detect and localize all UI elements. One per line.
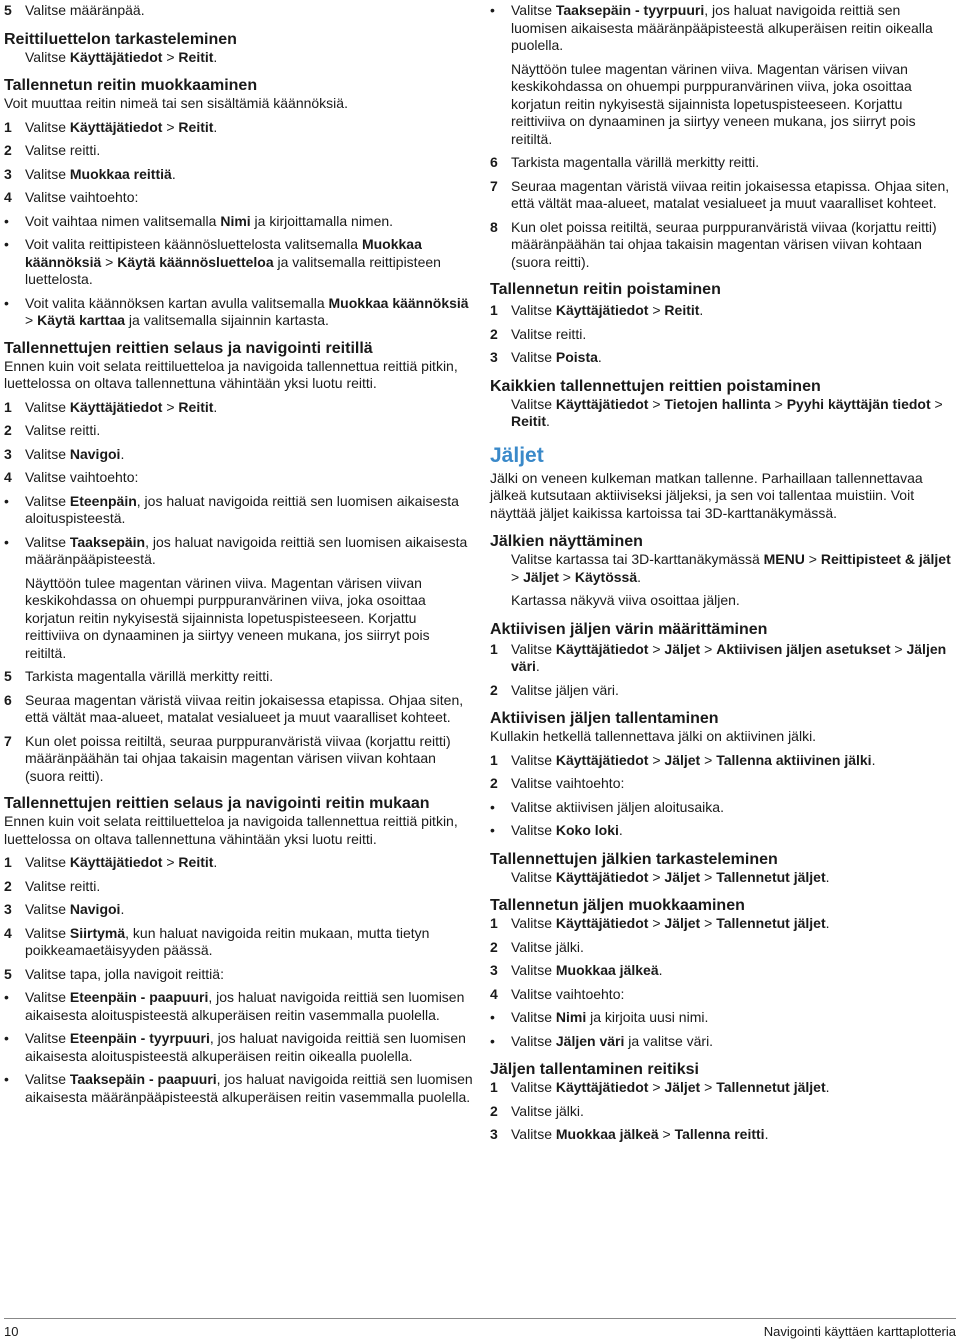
text-run: Valitse [25, 165, 70, 182]
text-run: Ennen kuin voit selata reittiluetteloa ja navigoida tallennettua reittiä pitkin, luettelossa on oltava tallennettuna vähintään yksi luotu reitti. [4, 813, 458, 847]
footer-divider [4, 1318, 956, 1319]
numbered-step [490, 1103, 956, 1121]
text-run: > [162, 118, 179, 135]
text-run: Valitse [25, 48, 70, 65]
text-run: , jos haluat navigoida reittiä sen luomisen aikaisesta määränpääpisteestä alkuperäisen reitin oikealla puolella. [511, 2, 933, 53]
bold-text: Muokkaa jälkeä [555, 962, 659, 978]
step-number: 5 [4, 965, 12, 982]
bold-text: Navigoi [69, 445, 121, 462]
text-run: ja valitsemalla sijainnin kartasta. [125, 312, 329, 328]
numbered-step [4, 733, 474, 786]
text-run: Voit valita reittipisteen käännösluettelosta valitsemalla [25, 236, 362, 252]
text-run: . [597, 349, 602, 365]
numbered-step [4, 119, 474, 137]
step-number: 4 [4, 924, 12, 941]
text-run: Kun olet poissa reitiltä, seuraa purppuranväristä viivaa (korjattu reitti) määränpäähän tai ohjaa takaisin magentan värisen viivan kohtaan (suora reitti). [511, 218, 937, 270]
text-run: . [637, 568, 642, 585]
text-run: Kartassa näkyvä viiva osoittaa jäljen. [511, 592, 740, 608]
text-run: Valitse [511, 1009, 556, 1025]
text-run: Seuraa magentan väristä viivaa reitin jokaisessa etapissa. Ohjaa siten, että vältät maa-alueet, matalat vesialueet ja muut vaaralliset kohteet. [511, 177, 950, 211]
section-heading: Jälkien näyttäminen [490, 533, 643, 550]
text-run: Valitse [511, 1126, 556, 1142]
text-run: ja valitse väri. [624, 1032, 714, 1049]
section-heading: Kaikkien tallennettujen reittien poistaminen [490, 377, 821, 395]
step-number: 1 [490, 640, 498, 657]
paragraph [4, 358, 474, 393]
bullet-item [4, 295, 474, 330]
text-run: Valitse [511, 868, 556, 885]
bold-text: Käytössä [574, 568, 638, 585]
text-run: Valitse [511, 640, 556, 657]
text-run: Valitse [25, 492, 70, 509]
text-run: . [535, 658, 540, 674]
numbered-step [490, 641, 956, 676]
numbered-step [4, 878, 474, 896]
text-run: > [700, 915, 717, 931]
bold-text: Käytä karttaa [37, 312, 126, 328]
step-number: 6 [4, 691, 12, 708]
paragraph [490, 61, 956, 149]
bold-text: Taaksepäin - tyyrpuuri [555, 2, 705, 18]
step-number: 1 [4, 854, 12, 870]
paragraph [490, 592, 956, 610]
text-run: > [648, 302, 665, 318]
section-heading: Jäljen tallentaminen reitiksi [490, 1061, 699, 1078]
text-run: Voit vaihtaa nimen valitsemalla [25, 212, 221, 229]
numbered-step [4, 166, 474, 184]
bold-text: Poista [555, 349, 598, 365]
text-run: , jos haluat navigoida reittiä sen luomisen aikaisesta määränpääpisteestä. [25, 533, 468, 567]
bold-text: Jäljen väri [555, 1032, 625, 1049]
step-number: 3 [490, 1126, 498, 1142]
section-heading: Tallennetun jäljen muokkaaminen [490, 897, 745, 914]
numbered-step [4, 142, 474, 160]
bold-text: Käyttäjätiedot [555, 640, 649, 657]
text-run: . [213, 48, 218, 65]
bold-text: Aktiivisen jäljen asetukset [716, 640, 891, 657]
paragraph [4, 95, 474, 113]
text-run: ja valitsemalla reittipisteen luettelosta. [25, 253, 441, 287]
bold-text: Eteenpäin - paapuuri [69, 989, 209, 1005]
text-run: Valitse [25, 533, 70, 550]
text-run: Ennen kuin voit selata reittiluetteloa ja navigoida tallennettua reittiä pitkin, luettelossa on oltava tallennettuna vähintään yksi luotu reitti. [4, 357, 458, 391]
paragraph [4, 575, 474, 663]
numbered-step [490, 326, 956, 344]
step-number: 1 [490, 915, 498, 931]
text-run: > [700, 868, 717, 885]
numbered-step [490, 962, 956, 980]
text-run: > [658, 1126, 675, 1142]
step-number: 2 [490, 325, 498, 342]
bold-text: Nimi [555, 1009, 587, 1025]
text-run: > [162, 398, 179, 415]
bold-text: Käyttäjätiedot [69, 118, 163, 135]
numbered-step [490, 939, 956, 957]
numbered-step [490, 775, 956, 793]
bold-text: Tallenna reitti [674, 1126, 765, 1142]
text-run: > [700, 751, 717, 768]
paragraph [490, 470, 956, 523]
text-run: Valitse [25, 901, 70, 917]
step-number: 1 [490, 751, 498, 768]
numbered-step [4, 469, 474, 487]
text-run: Seuraa magentan väristä viivaa reitin jokaisessa etapissa. Ohjaa siten, että vältät maa-alueet, matalat vesialueet ja muut vaaralliset kohteet. [25, 691, 464, 725]
text-run: . [871, 751, 876, 768]
text-run: . [213, 118, 218, 135]
text-run: , jos haluat navigoida reittiä sen luomisen aikaisesta määränpääpisteestä alkuperäisen reitin vasemmalla puolella. [25, 1071, 473, 1105]
text-run: Valitse [511, 302, 556, 318]
text-run: . [825, 915, 830, 931]
step-number: 2 [490, 938, 498, 955]
step-number: 2 [490, 1102, 498, 1119]
section-heading: Tallennettujen reittien selaus ja navigointi reitillä [4, 339, 373, 357]
page-number: 10 [4, 1324, 19, 1339]
text-run: , jos haluat navigoida reittiä sen luomisen aikaisesta aloituspisteestä alkuperäisen reitin vasemmalla puolella. [25, 989, 465, 1023]
step-number: 3 [4, 901, 12, 917]
bold-text: Muokkaa jälkeä [555, 1126, 659, 1142]
step-number: 1 [4, 398, 12, 415]
bold-text: Reitit [664, 302, 700, 318]
text-run: Valitse [25, 118, 70, 135]
bold-text: Navigoi [69, 901, 121, 917]
text-run: Valitse [511, 395, 556, 412]
text-run: Valitse tapa, jolla navigoit reittiä: [25, 965, 224, 982]
text-run: Valitse [25, 398, 70, 415]
bold-text: Käyttäjätiedot [555, 395, 649, 412]
section-heading: Tallennetun reitin muokkaaminen [4, 77, 258, 94]
bold-text: Taaksepäin [69, 533, 146, 550]
bold-text: Muokkaa käännöksiä [328, 294, 469, 311]
footer-section-title: Navigointi käyttäen karttaplotteria [763, 1324, 956, 1339]
step-number: 2 [490, 775, 498, 791]
text-run: Jälki on veneen kulkeman matkan tallenne. Parhaillaan tallennettavaa jälkeä kutsutaan aktiiviseksi jäljeksi, ja sen voi tallentaa muistiin. Voit näyttää jäljet kaikissa kartoissa tai 3D-karttanäkymässä. [490, 469, 923, 521]
step-number: 3 [490, 962, 498, 978]
step-number: 1 [490, 1079, 498, 1095]
section-heading: Tallennettujen jälkien tarkasteleminen [490, 850, 778, 868]
bold-text: Käytä käännösluetteloa [117, 253, 274, 270]
bullet-item [490, 822, 956, 840]
bold-text: Reitit [511, 413, 546, 429]
text-run: . [825, 868, 830, 885]
text-run: Näyttöön tulee magentan värinen viiva. Magentan värisen viivan keskikohdassa on ohuempi purppuranvärinen viiva, joka osoittaa korjatun reitin nykyisestä sijainnista lopetuspisteeseen. Korjattu reittiviiva on dynaaminen ja siirtyy veneen mukana, jos siirryt pois reitiltä. [25, 574, 430, 661]
step-number: 3 [490, 349, 498, 365]
bold-text: Tallennetut jäljet [716, 868, 826, 885]
text-run: Valitse kartassa tai 3D-karttanäkymässä [511, 551, 764, 567]
step-number: 1 [490, 302, 498, 318]
text-run: Valitse [25, 1030, 70, 1046]
bold-text: Käyttäjätiedot [69, 398, 163, 415]
bold-text: Siirtymä [69, 924, 126, 941]
bold-text: Tallenna aktiivinen jälki [716, 751, 872, 768]
numbered-step [4, 854, 474, 872]
text-run: Valitse jäljen väri. [511, 681, 619, 698]
bold-text: Tallennetut jäljet [716, 1079, 826, 1095]
text-run: > [648, 1079, 665, 1095]
step-number: 5 [4, 2, 12, 18]
section-heading: Reittiluettelon tarkasteleminen [4, 30, 237, 48]
text-run: . [825, 1079, 830, 1095]
text-run: > [162, 854, 179, 870]
bold-text: Reitit [178, 118, 214, 135]
text-run: Valitse reitti. [25, 422, 101, 438]
text-run: Valitse aktiivisen jäljen aloitusaika. [511, 798, 724, 815]
bold-text: MENU [763, 551, 805, 567]
step-number: 2 [4, 422, 12, 438]
step-number: 7 [4, 732, 12, 749]
text-run: > [511, 568, 524, 585]
text-run: Valitse [511, 2, 556, 18]
bold-text: Muokkaa käännöksiä [25, 236, 422, 270]
text-run: Tarkista magentalla värillä merkitty reitti. [511, 154, 760, 170]
section-heading: Tallennettujen reittien selaus ja navigointi reitin mukaan [4, 795, 430, 812]
chapter-heading: Jäljet [490, 443, 544, 467]
text-run: Valitse reitti. [511, 325, 587, 342]
text-run: Valitse [511, 962, 556, 978]
section-heading: Tallennetun reitin poistaminen [490, 281, 721, 298]
text-run: Kun olet poissa reitiltä, seuraa purppuranväristä viivaa (korjattu reitti) määränpäähän tai ohjaa takaisin magentan värisen viivan kohtaan (suora reitti). [25, 732, 451, 784]
bold-text: Tietojen hallinta [664, 395, 771, 412]
step-number: 6 [490, 154, 498, 170]
text-run: > [804, 551, 821, 567]
numbered-step [4, 2, 474, 20]
paragraph [4, 49, 474, 67]
step-number: 3 [4, 165, 12, 182]
text-run: . [171, 165, 176, 182]
text-run: Näyttöön tulee magentan värinen viiva. Magentan värisen viivan keskikohdassa on ohuempi purppuranvärinen viiva, joka osoittaa korjatun reitin nykyisestä sijainnista lopetuspisteeseen. Korjattu reittiviiva on dynaaminen ja siirtyy veneen mukana, jos siirryt pois reitiltä. [511, 60, 916, 147]
step-number: 7 [490, 177, 498, 194]
right-column [490, 2, 956, 1144]
paragraph [490, 728, 956, 746]
bold-text: Käyttäjätiedot [69, 48, 163, 65]
numbered-step [4, 901, 474, 919]
bold-text: Jäljet [664, 751, 701, 768]
step-number: 2 [4, 877, 12, 894]
section-heading: Aktiivisen jäljen tallentaminen [490, 710, 719, 727]
bold-text: Jäljet [664, 640, 701, 657]
text-run: > [648, 640, 665, 657]
text-run: > [700, 640, 717, 657]
bold-text: Käyttäjätiedot [555, 302, 649, 318]
text-run: > [648, 868, 665, 885]
text-run: Tarkista magentalla värillä merkitty reitti. [25, 668, 274, 684]
text-run: Valitse [511, 822, 556, 838]
bold-text: Reitit [178, 854, 214, 870]
text-run: > [700, 1079, 717, 1095]
text-run: ja kirjoittamalla nimen. [250, 212, 394, 229]
numbered-step [490, 302, 956, 320]
text-run: Valitse vaihtoehto: [511, 775, 625, 791]
bullet-item [490, 1033, 956, 1051]
text-run: Valitse [25, 445, 70, 462]
numbered-step [4, 925, 474, 960]
bold-text: Jäljen väri [511, 640, 947, 674]
text-run: > [25, 312, 38, 328]
bold-text: Pyyhi käyttäjän tiedot [786, 395, 931, 412]
bold-text: Reitit [178, 48, 214, 65]
numbered-step [490, 915, 956, 933]
numbered-step [490, 682, 956, 700]
paragraph [490, 396, 956, 431]
bold-text: Tallennetut jäljet [716, 915, 826, 931]
numbered-step [4, 189, 474, 207]
text-run: . [546, 413, 550, 429]
text-run: Kullakin hetkellä tallennettava jälki on aktiivinen jälki. [490, 728, 817, 744]
numbered-step [4, 692, 474, 727]
bold-text: Koko loki [555, 822, 619, 838]
numbered-step [490, 1079, 956, 1097]
bullet-item [490, 1009, 956, 1027]
text-run: . [120, 445, 125, 462]
text-run: Valitse [511, 751, 556, 768]
text-run: . [764, 1126, 769, 1142]
bold-text: Käyttäjätiedot [69, 854, 163, 870]
bullet-item [4, 1030, 474, 1065]
bold-text: Reittipisteet & jäljet [820, 551, 951, 567]
bold-text: Muokkaa reittiä [69, 165, 172, 182]
step-number: 3 [4, 445, 12, 462]
text-run: > [648, 751, 665, 768]
text-run: Valitse reitti. [25, 142, 101, 158]
text-run: Valitse [25, 1071, 70, 1087]
bold-text: Taaksepäin - paapuuri [69, 1071, 217, 1087]
step-number: 4 [4, 189, 12, 205]
text-run: Valitse vaihtoehto: [511, 985, 625, 1002]
text-run: . [120, 901, 125, 917]
bold-text: Käyttäjätiedot [555, 868, 649, 885]
step-number: 4 [4, 469, 12, 485]
bullet-item [4, 1071, 474, 1106]
text-run: , jos haluat navigoida reittiä sen luomisen aikaisesta aloituspisteestä alkuperäisen reitin oikealla puolella. [25, 1030, 466, 1064]
bullet-item [4, 493, 474, 528]
bullet-item [4, 236, 474, 289]
bold-text: Jäljet [664, 915, 701, 931]
bold-text: Jäljet [664, 868, 701, 885]
text-run: > [770, 395, 787, 412]
text-run: , kun haluat navigoida reitin mukaan, mutta tietyn poikkeamaetäisyyden päässä. [25, 924, 430, 958]
numbered-step [490, 1126, 956, 1144]
section-heading: Aktiivisen jäljen värin määrittäminen [490, 620, 768, 638]
text-run: Valitse [25, 854, 70, 870]
text-run: Valitse jälki. [511, 1102, 584, 1119]
text-run: Voit muuttaa reitin nimeä tai sen sisältämiä käännöksiä. [4, 95, 348, 111]
numbered-step [490, 752, 956, 770]
text-run: . [213, 398, 218, 415]
text-run: > [930, 395, 943, 412]
text-run: . [213, 854, 218, 870]
step-number: 4 [490, 985, 498, 1002]
text-run: ja kirjoita uusi nimi. [586, 1009, 709, 1025]
text-run: > [162, 48, 179, 65]
numbered-step [4, 966, 474, 984]
bold-text: Eteenpäin [69, 492, 137, 509]
bullet-item [490, 799, 956, 817]
text-run: Valitse vaihtoehto: [25, 469, 139, 485]
step-number: 8 [490, 218, 498, 235]
text-run: > [558, 568, 575, 585]
step-number: 2 [490, 681, 498, 698]
numbered-step [490, 178, 956, 213]
bold-text: Reitit [178, 398, 214, 415]
numbered-step [4, 399, 474, 417]
text-run: > [648, 915, 665, 931]
step-number: 1 [4, 118, 12, 135]
text-run: Valitse [25, 924, 70, 941]
text-run: Valitse [511, 915, 556, 931]
text-run: Voit valita käännöksen kartan avulla valitsemalla [25, 294, 329, 311]
numbered-step [490, 986, 956, 1004]
bold-text: Käyttäjätiedot [555, 751, 649, 768]
bold-text: Käyttäjätiedot [555, 915, 649, 931]
text-run: . [658, 962, 663, 978]
paragraph [4, 813, 474, 848]
bold-text: Jäljet [523, 568, 559, 585]
step-number: 5 [4, 668, 12, 684]
bullet-item [4, 534, 474, 569]
step-number: 2 [4, 142, 12, 158]
bullet-item [4, 213, 474, 231]
paragraph [490, 869, 956, 887]
numbered-step [490, 349, 956, 367]
text-run: > [101, 253, 118, 270]
text-run: Valitse reitti. [25, 877, 101, 894]
text-run: . [618, 822, 623, 838]
numbered-step [490, 154, 956, 172]
bold-text: Eteenpäin - tyyrpuuri [69, 1030, 210, 1046]
text-run: Valitse [511, 1032, 556, 1049]
left-column [4, 2, 474, 1106]
text-run: . [699, 302, 704, 318]
bullet-item [490, 2, 956, 55]
bold-text: Jäljet [664, 1079, 701, 1095]
bold-text: Nimi [220, 212, 251, 229]
text-run: Valitse [511, 1079, 556, 1095]
numbered-step [4, 422, 474, 440]
text-run: Valitse [25, 989, 70, 1005]
text-run: Valitse vaihtoehto: [25, 189, 139, 205]
text-run: > [648, 395, 665, 412]
numbered-step [4, 668, 474, 686]
text-run: Valitse määränpää. [25, 2, 145, 18]
bullet-item [4, 989, 474, 1024]
numbered-step [4, 446, 474, 464]
text-run: Valitse [511, 349, 556, 365]
paragraph [490, 551, 956, 586]
text-run: , jos haluat navigoida reittiä sen luomisen aikaisesta aloituspisteestä. [25, 492, 459, 526]
numbered-step [490, 219, 956, 272]
bold-text: Käyttäjätiedot [555, 1079, 649, 1095]
text-run: Valitse jälki. [511, 938, 584, 955]
text-run: > [890, 640, 907, 657]
